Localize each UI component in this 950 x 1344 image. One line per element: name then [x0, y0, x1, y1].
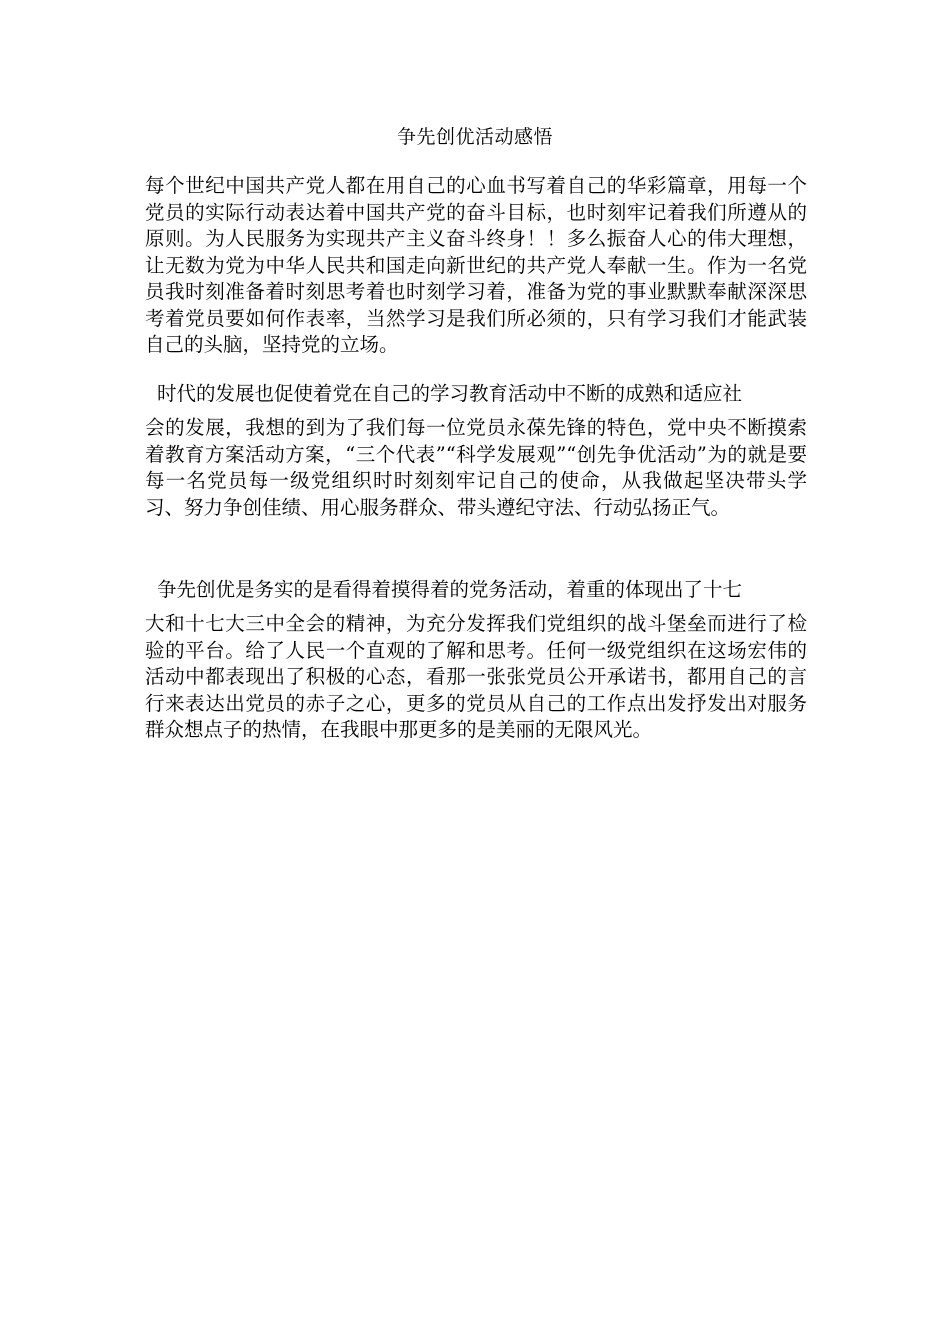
- paragraph-2-first-line: 时代的发展也促使着党在自己的学习教育活动中不断的成熟和适应社: [157, 382, 743, 405]
- paragraph-3-body: 大和十七大三中全会的精神，为充分发挥我们党组织的战斗堡垒而进行了检验的平台。给了人民一个直观的了解和思考。任何一级党组织在这场宏伟的活动中都表现出了积极的心态，看那一张张党员公开承诺书，都用自己的言行来表达出党员的赤子之心，更多的党员从自己的工作点出发抒发出对服务群众想点子的热情，在我眼中那更多的是美丽的无限风光。: [145, 612, 807, 741]
- paragraph-1: 每个世纪中国共产党人都在用自己的心血书写着自己的华彩篇章，用每一个党员的实际行动表达着中国共产党的奋斗目标，也时刻牢记着我们所遵从的原则。为人民服务为实现共产主义奋斗终身！！多么振奋人心的伟大理想，让无数为党为中华人民共和国走向新世纪的共产党人奉献一生。作为一名党员我时刻准备着时刻思考着也时刻学习着，准备为党的事业默默奉献深深思考着党员要如何作表率，当然学习是我们所必须的，只有学习我们才能武装自己的头脑，坚持党的立场。: [145, 174, 807, 356]
- document-title: 争先创优活动感悟: [396, 126, 553, 148]
- paragraph-3-first-line: 争先创优是务实的是看得着摸得着的党务活动，着重的体现出了十七: [157, 578, 743, 601]
- paragraph-2-body: 会的发展，我想的到为了我们每一位党员永葆先锋的特色，党中央不断摸索着教育方案活动方案，“三个代表”“科学发展观”“创先争优活动”为的就是要每一名党员每一级党组织时时刻刻牢记自己的使命，从我做起坚决带头学习、努力争创佳绩、用心服务群众、带头遵纪守法、行动弘扬正气。: [145, 416, 807, 519]
